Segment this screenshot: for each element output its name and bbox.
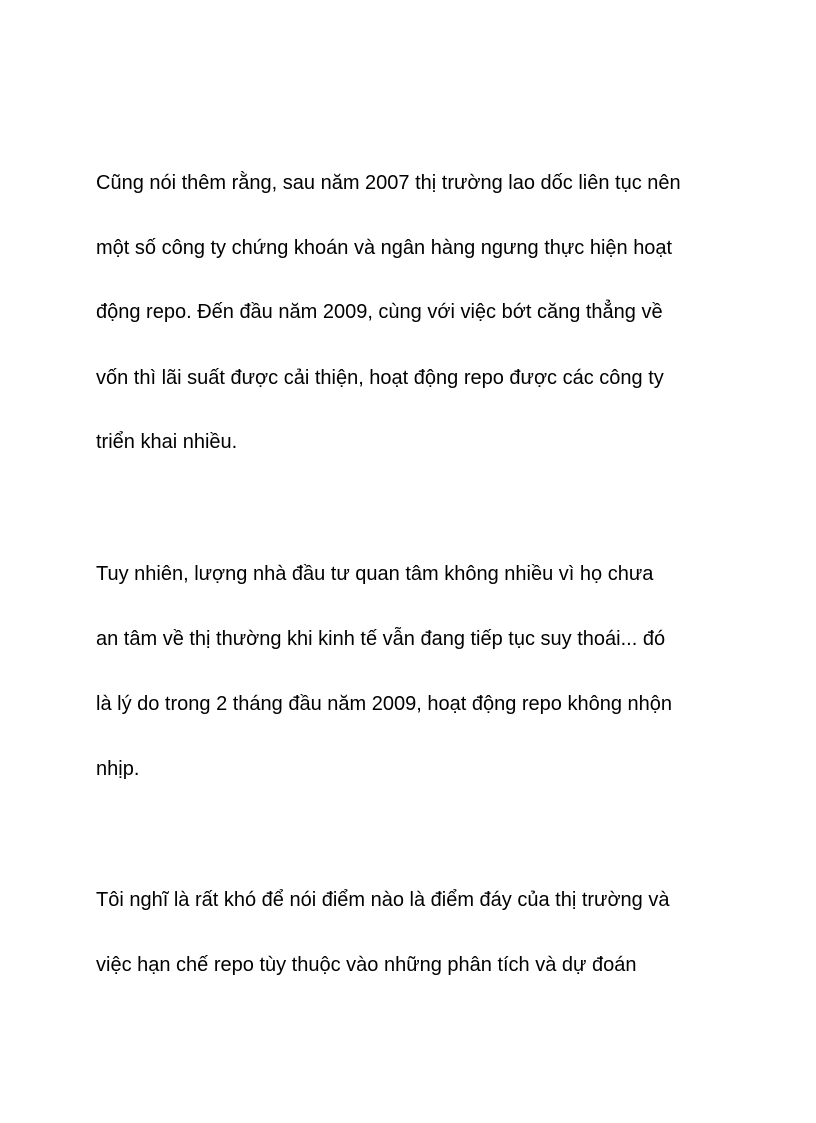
paragraph-2-line-2: an tâm về thị thường khi kinh tế vẫn đang tiếp tục suy thoái... đó bbox=[96, 628, 666, 650]
paragraph-2-line-1: Tuy nhiên, lượng nhà đầu tư quan tâm không nhiều vì họ chưa bbox=[96, 563, 654, 585]
paragraph-3-line-1: Tôi nghĩ là rất khó để nói điểm nào là điểm đáy của thị trường và bbox=[96, 889, 670, 911]
paragraph-1-line-1: Cũng nói thêm rằng, sau năm 2007 thị trường lao dốc liên tục nên bbox=[96, 172, 681, 194]
paragraph-3-line-2: việc hạn chế repo tùy thuộc vào những phân tích và dự đoán bbox=[96, 954, 637, 976]
paragraph-1-line-2: một số công ty chứng khoán và ngân hàng ngưng thực hiện hoạt bbox=[96, 237, 673, 259]
paragraph-2-line-3: là lý do trong 2 tháng đầu năm 2009, hoạt động repo không nhộn bbox=[96, 693, 673, 715]
paragraph-1-line-5: triển khai nhiều. bbox=[96, 431, 238, 453]
paragraph-2-line-4: nhịp. bbox=[96, 758, 140, 780]
paragraph-1-line-3: động repo. Đến đầu năm 2009, cùng với việc bớt căng thẳng về bbox=[96, 301, 663, 323]
paragraph-1-line-4: vốn thì lãi suất được cải thiện, hoạt động repo được các công ty bbox=[96, 367, 664, 389]
